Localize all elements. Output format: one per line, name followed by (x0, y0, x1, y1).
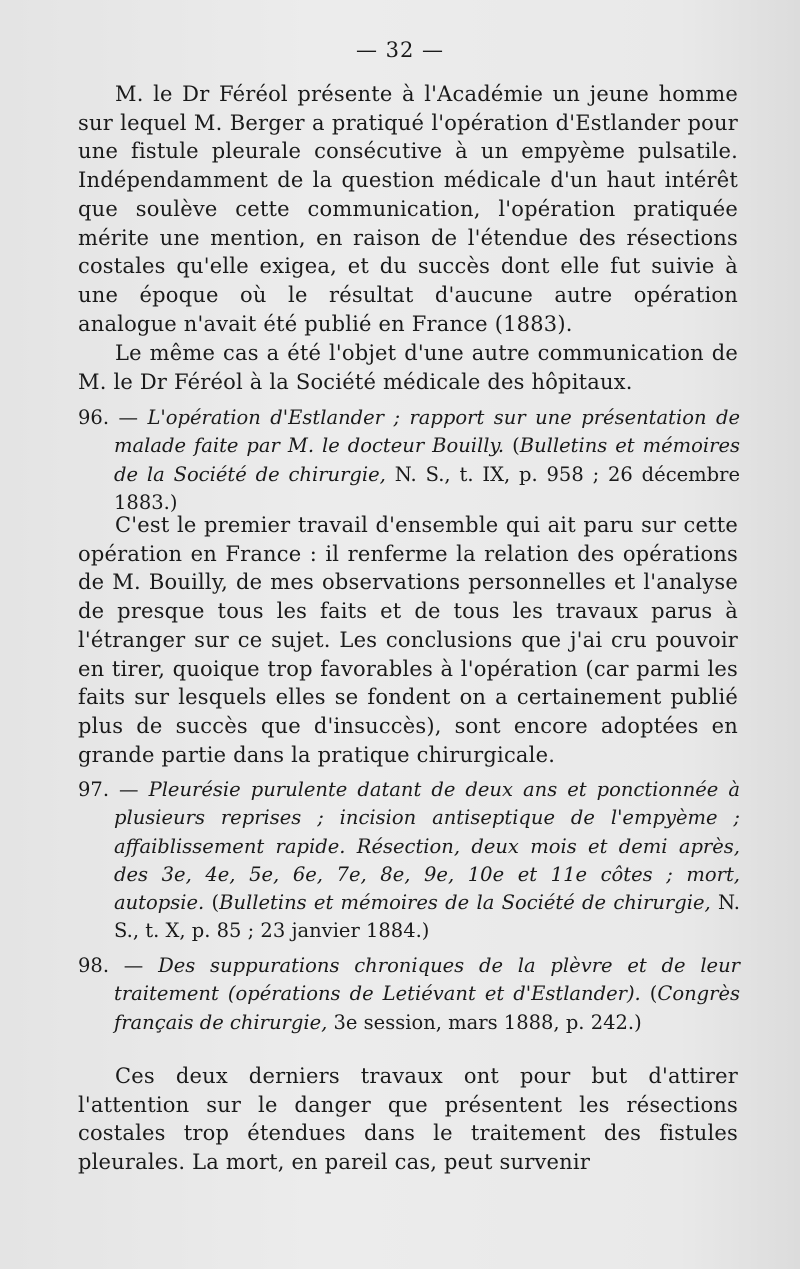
entry-ref-rest: N. S., t. X, p. 85 ; 23 janvier 1884.) (114, 891, 740, 943)
entry-dash: — (109, 406, 148, 429)
entry-ref-open: ( (504, 434, 520, 458)
paragraph-text-2: Le même cas a été l'objet d'une autre communication de M. le Dr Féréol à la Société médicale des hôpitaux. (78, 341, 738, 395)
entry-number: 98. (78, 954, 110, 977)
bibliography-entry-98 (78, 952, 740, 1037)
paragraph-text: M. le Dr Féréol présente à l'Académie un jeune homme sur lequel M. Berger a pratiqué l'opération d'Estlander pour une fistule pleurale consécutive à un empyème pulsatile. Indépendamment de la question médicale d'un haut intérêt que soulève cette communication, l'opération pratiquée mérite une mention, en raison de l'étendue des résections costales qu'elle exigea, et du succès dont elle fut suivie à une époque où le résultat d'aucune autre opération analogue n'avait été publié en France (1883). (78, 82, 738, 336)
bibliography-entry-96 (78, 404, 740, 517)
paragraph-text: Ces deux derniers travaux ont pour but d'attirer l'attention sur le danger que présentent les résections costales trop étendues dans le traitement des fistules pleurales. La mort, en pareil cas, peut survenir (78, 1064, 738, 1175)
entry-ref-open: ( (204, 891, 220, 915)
bibliography-entry-97 (78, 776, 740, 946)
entry-ref-title: Bulletins et mémoires de la Société de chirurgie, (219, 891, 711, 915)
entry-ref-title: Congrès français de chirurgie, (114, 982, 740, 1034)
page-number: — 32 — (355, 38, 445, 62)
entry-dash: — (109, 954, 159, 977)
entry-number: 96. (78, 406, 110, 429)
entry-ref-title: Bulletins et mémoires de la Société de chirurgie, (114, 434, 740, 486)
paragraph-ensemble (78, 511, 738, 769)
paragraph-ferreol (78, 80, 738, 397)
paragraph-text: C'est le premier travail d'ensemble qui ait paru sur cette opération en France : il renferme la relation des opérations de M. Bouilly, de mes observations personnelles et l'analyse de presque tous les faits et de tous les travaux parus à l'étranger sur ce sujet. Les conclusions que j'ai cru pouvoir en tirer, quoique trop favorables à l'opération (car parmi les faits sur lesquels elles se fondent on a certainement publié plus de succès que d'insuccès), sont encore adoptées en grande partie dans la pratique chirurgicale. (78, 513, 738, 767)
entry-title: Pleurésie purulente datant de deux ans et ponctionnée à plusieurs reprises ; incision antiseptique de l'empyème ; affaiblissement rapide. Résection, deux mois et demi après, des 3e, 4e, 5e, 6e, 7e, 8e, 9e, 10e et 11e côtes ; mort, autopsie. (114, 778, 740, 915)
entry-ref-open: ( (640, 982, 658, 1006)
entry-ref-rest: N. S., t. IX, p. 958 ; 26 décembre 1883.) (114, 462, 740, 514)
entry-title: L'opération d'Estlander ; rapport sur une présentation de malade faite par M. le docteur Bouilly. (114, 406, 740, 458)
entry-dash: — (109, 778, 149, 801)
paragraph-derniers (78, 1062, 738, 1177)
entry-number: 97. (78, 778, 110, 801)
entry-title: Des suppurations chroniques de la plèvre et de leur traitement (opérations de Letiévant et d'Estlander). (114, 954, 740, 1006)
entry-ref-rest: 3e session, mars 1888, p. 242.) (327, 1010, 642, 1034)
